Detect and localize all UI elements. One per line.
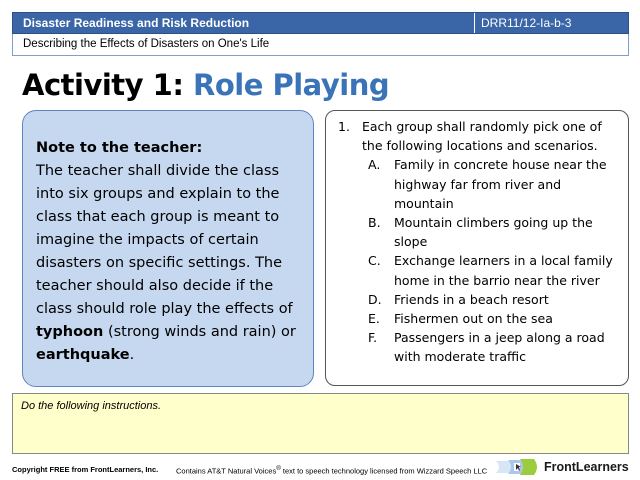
course-title: Disaster Readiness and Risk Reduction [23, 16, 250, 30]
scenario-intro-text: Each group shall randomly pick one of the following locations and scenarios. [362, 119, 602, 154]
lesson-subtitle: Describing the Effects of Disasters on One's Life [12, 34, 629, 56]
note-body [36, 160, 303, 367]
note-body-mid: (strong winds and rain) or [107, 324, 296, 340]
footer-copyright: Copyright FREE from FrontLearners, Inc. [12, 465, 159, 474]
teacher-note-box [22, 110, 314, 387]
scenario-box [325, 110, 629, 386]
note-emph-earthquake: earthquake [36, 347, 130, 363]
list-item [362, 155, 620, 213]
item-letter: F. [368, 330, 378, 346]
list-item [362, 290, 620, 309]
footer-tts-notice: Contains AT&T Natural Voices® text to speech technology licensed from Wizzard Speech LLC [176, 465, 488, 476]
frontlearners-logo-icon [494, 458, 540, 476]
list-item [362, 251, 620, 289]
frontlearners-logo [494, 458, 629, 476]
item-letter: E. [368, 311, 380, 327]
note-body-start: The teacher shall divide the class into six groups and explain to the class that each group is meant to imagine the impacts of certain disasters on specific settings. The teacher should also decide if the class should role play the effects of [36, 163, 293, 317]
item-text: Fishermen out on the sea [394, 311, 553, 327]
scenario-number: 1. [338, 119, 350, 134]
list-item [362, 309, 620, 328]
item-letter: C. [368, 253, 381, 269]
header-bar [12, 12, 629, 34]
item-text: Friends in a beach resort [394, 291, 549, 307]
note-body-end: . [129, 347, 135, 363]
instructions-box [12, 393, 629, 454]
activity-title [22, 68, 389, 102]
item-letter: D. [368, 291, 382, 307]
lesson-code: DRR11/12-Ia-b-3 [474, 13, 628, 33]
item-text: Mountain climbers going up the slope [394, 215, 593, 250]
note-heading: Note to the teacher: [36, 140, 203, 156]
item-text: Passengers in a jeep along a road with moderate traffic [394, 330, 605, 365]
scenario-list [338, 155, 620, 366]
registered-mark: ® [276, 465, 281, 472]
instructions-text: Do the following instructions. [21, 400, 162, 412]
item-letter: A. [368, 157, 381, 173]
item-letter: B. [368, 215, 381, 231]
item-text: Family in concrete house near the highway far from river and mountain [394, 157, 607, 211]
item-text: Exchange learners in a local family home in the barrio near the river [394, 253, 613, 288]
activity-name: Role Playing [193, 68, 390, 102]
activity-prefix: Activity 1: [22, 68, 184, 102]
list-item [362, 213, 620, 251]
list-item [362, 328, 620, 366]
note-emph-typhoon: typhoon [36, 324, 104, 340]
logo-text: FrontLearners [544, 460, 629, 474]
scenario-intro [338, 117, 620, 155]
